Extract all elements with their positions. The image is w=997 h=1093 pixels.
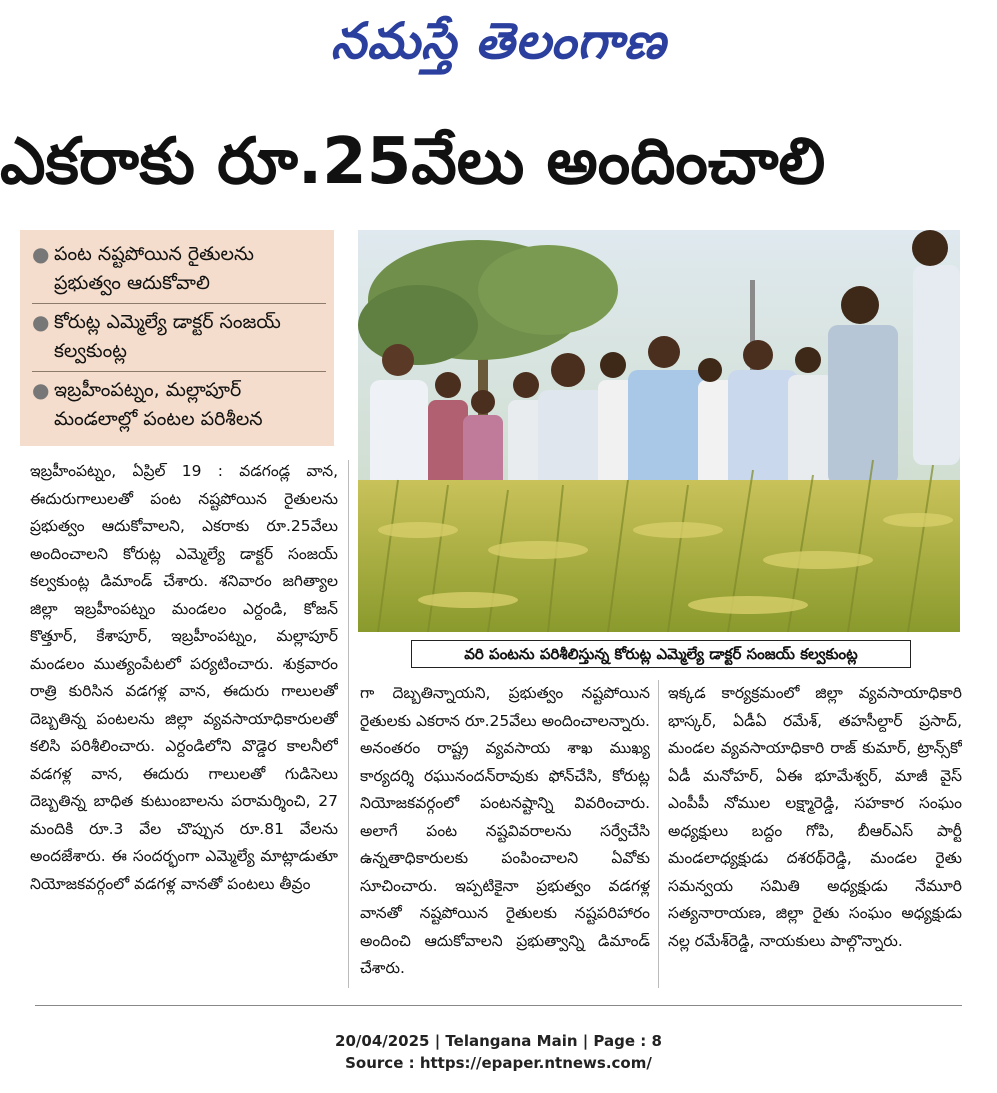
highlight-item bbox=[32, 304, 326, 372]
highlights-box bbox=[20, 230, 334, 446]
news-photo bbox=[358, 230, 960, 632]
footer bbox=[0, 1030, 997, 1074]
bullet-icon: ● bbox=[32, 378, 50, 402]
footer-source-link[interactable]: Source : https://epaper.ntnews.com/ bbox=[345, 1054, 652, 1072]
masthead-logo: నమస్తే తెలంగాణ bbox=[330, 11, 667, 70]
highlight-text: ఇబ్రహీంపట్నం, మల్లాపూర్ మండలాల్లో పంటల పరిశీలన bbox=[54, 379, 263, 430]
article-column-2: గా దెబ్బతిన్నాయని, ప్రభుత్వం నష్టపోయిన రైతులకు ఎకరాన రూ.25వేలు అందించాలన్నారు. అనంతరం రాష్ట్ర వ్యవసాయ శాఖ ముఖ్య కార్యదర్శి రఘునందన్‌రావుకు ఫోన్‌చేసి, కోరుట్ల నియోజకవర్గంలో పంటనష్టాన్ని వివరించారు. అలాగే పంట నష్టవివరాలను సర్వేచేసి ఉన్నతాధికారులకు పంపించాలని ఏవోకు సూచించారు. ఇప్పటికైనా ప్రభుత్వం వడగళ్ల వానతో నష్టపోయిన రైతులకు నష్టపరిహారం అందించి ఆదుకోవాలని ప్రభుత్వాన్ని డిమాండ్ చేశారు. bbox=[360, 684, 650, 977]
highlight-text: పంట నష్టపోయిన రైతులను ప్రభుత్వం ఆదుకోవాలి bbox=[54, 243, 254, 294]
paddy-field-photo bbox=[358, 230, 960, 632]
highlight-text: కోరుట్ల ఎమ్మెల్యే డాక్టర్ సంజయ్ కల్వకుంట్ల bbox=[54, 311, 281, 362]
article-column-3: ఇక్కడ కార్యక్రమంలో జిల్లా వ్యవసాయాధికారి భాస్కర్, ఏడీఏ రమేశ్, తహసీల్దార్ ప్రసాద్, మండల వ్యవసాయాధికారి రాజ్ కుమార్, ట్రాన్స్‌కో ఏడీ మనోహర్, ఏఈ భూమేశ్వర్, మాజీ వైస్ ఎంపీపీ నోముల లక్ష్మారెడ్డి, సహకార సంఘం అధ్యక్షులు బద్దం గోపి, బీఆర్‌ఎస్ పార్టీ మండలాధ్యక్షుడు దశరథ్‌రెడ్డి, మండల రైతు సమన్వయ సమితి అధ్యక్షుడు నేమూరి సత్యనారాయణ, జిల్లా రైతు సంఘం అధ్యక్షుడు నల్ల రమేశ్‌రెడ్డి, నాయకులు పాల్గొన్నారు. bbox=[668, 684, 962, 950]
headline: ఎకరాకు రూ.25వేలు అందించాలి bbox=[0, 125, 826, 199]
footer-date-page: 20/04/2025 | Telangana Main | Page : 8 bbox=[335, 1032, 662, 1050]
paddy-field bbox=[358, 480, 960, 632]
highlight-item bbox=[32, 236, 326, 304]
photo-caption: వరి పంటను పరిశీలిస్తున్న కోరుట్ల ఎమ్మెల్యే డాక్టర్ సంజయ్ కల్వకుంట్ల bbox=[411, 640, 911, 668]
highlight-item bbox=[32, 372, 326, 439]
column-divider bbox=[348, 460, 349, 988]
bullet-icon: ● bbox=[32, 242, 50, 266]
column-divider bbox=[658, 680, 659, 988]
article-column-1: ఇబ్రహీంపట్నం, ఏప్రిల్ 19 : వడగండ్ల వాన, ఈదురుగాలులతో పంట నష్టపోయిన రైతులను ప్రభుత్వం ఆదుకోవాలని, ఎకరాకు రూ.25వేలు అందించాలని కోరుట్ల ఎమ్మెల్యే డాక్టర్ సంజయ్ కల్వకుంట్ల డిమాండ్ చేశారు. శనివారం జగిత్యాల జిల్లా ఇబ్రహీంపట్నం మండలం ఎర్దండి, కోజన్ కొత్తూర్, కేశాపూర్, ఇబ్రహీంపట్నం, మల్లాపూర్ మండలం ముత్యంపేటలో పర్యటించారు. శుక్రవారం రాత్రి కురిసిన వడగళ్ల వాన, ఈదురు గాలులతో దెబ్బతిన్న పంటలను జిల్లా వ్యవసాయాధికారులతో కలిసి పరిశీలించారు. ఎర్దండిలోని వొడ్డెర కాలనీలో వడగళ్ల వాన, ఈదురు గాలులతో గుడిసెలు దెబ్బతిన్న బాధిత కుటుంబాలను పరామర్శించి, 27 మందికి రూ.3 వేల చొప్పున రూ.81 వేలను అందజేశారు. ఈ సందర్భంగా ఎమ్మెల్యే మాట్లాడుతూ నియోజకవర్గంలో వడగళ్ల వానతో పంటలు తీవ్రం bbox=[30, 462, 338, 893]
bottom-rule bbox=[35, 1005, 962, 1006]
bullet-icon: ● bbox=[32, 310, 50, 334]
